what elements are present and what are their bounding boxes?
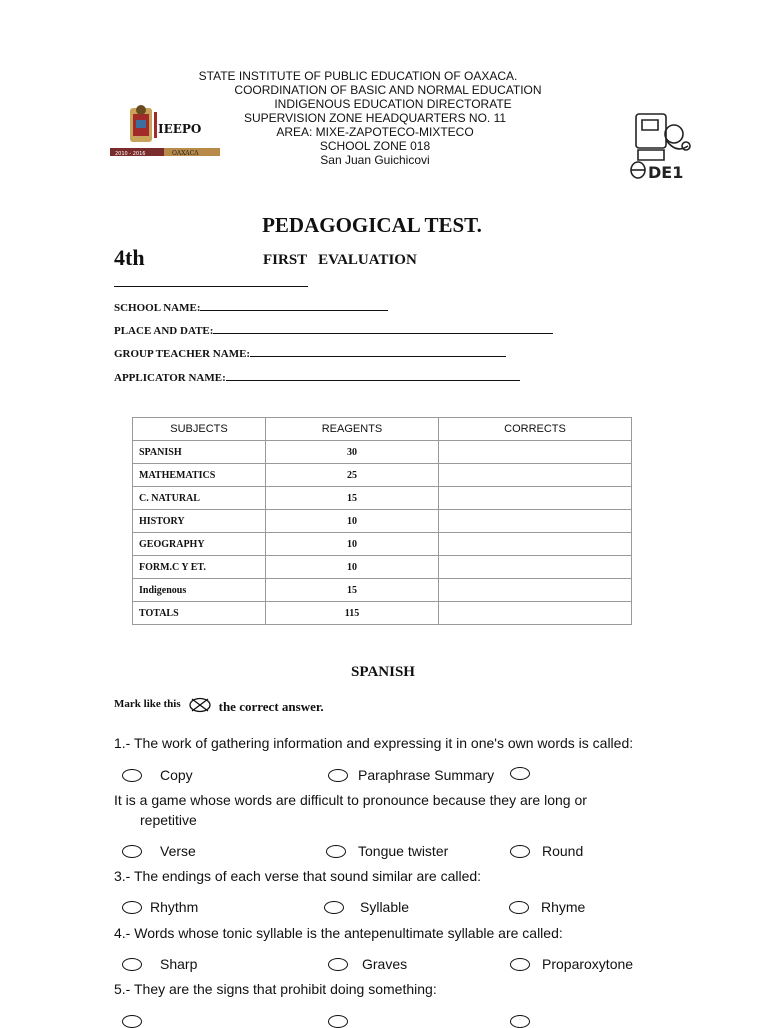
option-1c[interactable] <box>510 767 542 780</box>
radio-circle-icon[interactable] <box>328 958 348 971</box>
header-line-3: INDIGENOUS EDUCATION DIRECTORATE <box>274 97 512 111</box>
table-row <box>133 464 632 487</box>
reagents-cell: 115 <box>266 602 439 625</box>
radio-circle-icon[interactable] <box>122 1015 142 1028</box>
radio-circle-icon[interactable] <box>328 769 348 782</box>
radio-circle-icon[interactable] <box>324 901 344 914</box>
corrects-cell[interactable] <box>439 464 632 487</box>
option-label: Rhythm <box>150 899 199 915</box>
option-label: Tongue twister <box>358 843 449 859</box>
option-label: Graves <box>362 956 408 972</box>
header-subjects: SUBJECTS <box>133 418 266 441</box>
table-row <box>133 556 632 579</box>
reagents-cell: 10 <box>266 556 439 579</box>
corrects-cell[interactable] <box>439 533 632 556</box>
svg-text:OAXACA: OAXACA <box>172 150 199 157</box>
subject-cell: GEOGRAPHY <box>133 533 266 556</box>
table-row <box>133 579 632 602</box>
corrects-cell[interactable] <box>439 579 632 602</box>
applicator-name-label: APPLICATOR NAME: <box>114 372 226 384</box>
header-line-4: SUPERVISION ZONE HEADQUARTERS NO. 11 <box>243 111 507 125</box>
svg-text:DE1: DE1 <box>648 163 684 182</box>
option-5a[interactable] <box>122 1015 154 1028</box>
question-2: It is a game whose words are difficult to pronounce because they are long or <box>114 792 587 808</box>
header-reagents: REAGENTS <box>266 418 439 441</box>
header-line-1: STATE INSTITUTE OF PUBLIC EDUCATION OF OAXACA. <box>198 69 518 83</box>
score-table <box>132 417 632 625</box>
subject-cell: TOTALS <box>133 602 266 625</box>
table-row <box>133 441 632 464</box>
option-1b[interactable] <box>328 767 494 783</box>
option-3c[interactable] <box>509 899 585 915</box>
subject-cell: Indigenous <box>133 579 266 602</box>
header-line-5: AREA: MIXE-ZAPOTECO-MIXTECO <box>276 125 474 139</box>
option-4b[interactable] <box>328 956 407 972</box>
table-header-row <box>133 418 632 441</box>
reagents-cell: 10 <box>266 510 439 533</box>
section-title: SPANISH <box>351 664 415 680</box>
radio-circle-icon[interactable] <box>122 901 142 914</box>
header-line-6: SCHOOL ZONE 018 <box>319 139 431 153</box>
place-date-line[interactable] <box>213 323 553 334</box>
svg-text:IEEPO: IEEPO <box>158 122 202 136</box>
subject-cell: FORM.C Y ET. <box>133 556 266 579</box>
teacher-name-line[interactable] <box>250 346 506 357</box>
reagents-cell: 25 <box>266 464 439 487</box>
header-line-2: COORDINATION OF BASIC AND NORMAL EDUCATION <box>234 83 542 97</box>
crossed-circle-icon <box>189 697 211 716</box>
question-5: 5.- They are the signs that prohibit doing something: <box>114 981 437 997</box>
school-name-line[interactable] <box>200 300 388 311</box>
grade-label: 4th <box>114 245 145 270</box>
page-title: PEDAGOGICAL TEST. <box>262 213 482 237</box>
radio-circle-icon[interactable] <box>509 901 529 914</box>
header-corrects: CORRECTS <box>439 418 632 441</box>
svg-text:2010 - 2016: 2010 - 2016 <box>115 151 146 157</box>
reagents-cell: 15 <box>266 579 439 602</box>
corrects-cell[interactable] <box>439 487 632 510</box>
instruction <box>114 697 324 716</box>
instruction-suffix: the correct answer. <box>218 698 324 714</box>
option-4c[interactable] <box>510 956 633 972</box>
teacher-name-label: GROUP TEACHER NAME: <box>114 348 251 360</box>
subject-cell: HISTORY <box>133 510 266 533</box>
place-date-label: PLACE AND DATE: <box>114 325 214 337</box>
table-row <box>133 510 632 533</box>
place-date-field[interactable] <box>114 323 553 337</box>
option-label: Paraphrase Summary <box>358 767 495 783</box>
corrects-cell[interactable] <box>439 441 632 464</box>
instruction-prefix: Mark like this <box>114 697 181 710</box>
option-5c[interactable] <box>510 1015 542 1028</box>
option-2b[interactable] <box>326 843 448 859</box>
question-1: 1.- The work of gathering information and expressing it in one's own words is called: <box>114 735 634 751</box>
table-row <box>133 602 632 625</box>
radio-circle-icon[interactable] <box>122 845 142 858</box>
reagents-cell: 15 <box>266 487 439 510</box>
option-label: Rhyme <box>541 899 586 915</box>
option-label: Sharp <box>160 956 198 972</box>
radio-circle-icon[interactable] <box>510 1015 530 1028</box>
applicator-name-line[interactable] <box>226 370 520 381</box>
radio-circle-icon[interactable] <box>326 845 346 858</box>
radio-circle-icon[interactable] <box>510 958 530 971</box>
grade-underline <box>114 286 308 287</box>
option-label: Verse <box>160 843 196 859</box>
corrects-cell[interactable] <box>439 556 632 579</box>
subject-cell: C. NATURAL <box>133 487 266 510</box>
evaluation-label: FIRST EVALUATION <box>263 252 417 268</box>
option-2a[interactable] <box>122 843 196 859</box>
radio-circle-icon[interactable] <box>122 958 142 971</box>
option-3a[interactable] <box>122 899 198 915</box>
ieepo-logo <box>110 102 220 158</box>
option-label: Syllable <box>360 899 410 915</box>
reagents-cell: 30 <box>266 441 439 464</box>
option-label: Round <box>542 843 584 859</box>
reagents-cell: 10 <box>266 533 439 556</box>
applicator-name-field[interactable] <box>114 370 520 384</box>
de1-logo <box>628 110 698 182</box>
option-label: Proparoxytone <box>542 956 634 972</box>
option-5b[interactable] <box>328 1015 360 1028</box>
table-row <box>133 533 632 556</box>
radio-circle-icon[interactable] <box>122 769 142 782</box>
subject-cell: MATHEMATICS <box>133 464 266 487</box>
corrects-cell[interactable] <box>439 510 632 533</box>
radio-circle-icon[interactable] <box>510 767 530 780</box>
school-name-field[interactable] <box>114 300 388 314</box>
school-name-label: SCHOOL NAME: <box>114 302 201 314</box>
option-1a[interactable] <box>122 767 193 783</box>
option-4a[interactable] <box>122 956 197 972</box>
question-4: 4.- Words whose tonic syllable is the antepenultimate syllable are called: <box>114 925 563 941</box>
option-3b[interactable] <box>324 899 409 915</box>
radio-circle-icon[interactable] <box>328 1015 348 1028</box>
corrects-cell[interactable] <box>439 602 632 625</box>
radio-circle-icon[interactable] <box>510 845 530 858</box>
option-2c[interactable] <box>510 843 583 859</box>
header-line-7: San Juan Guichicovi <box>320 153 430 167</box>
teacher-name-field[interactable] <box>114 346 506 360</box>
subject-cell: SPANISH <box>133 441 266 464</box>
question-3: 3.- The endings of each verse that sound similar are called: <box>114 868 482 884</box>
table-row <box>133 487 632 510</box>
option-label: Copy <box>160 767 193 783</box>
question-2-continued: repetitive <box>140 812 197 828</box>
